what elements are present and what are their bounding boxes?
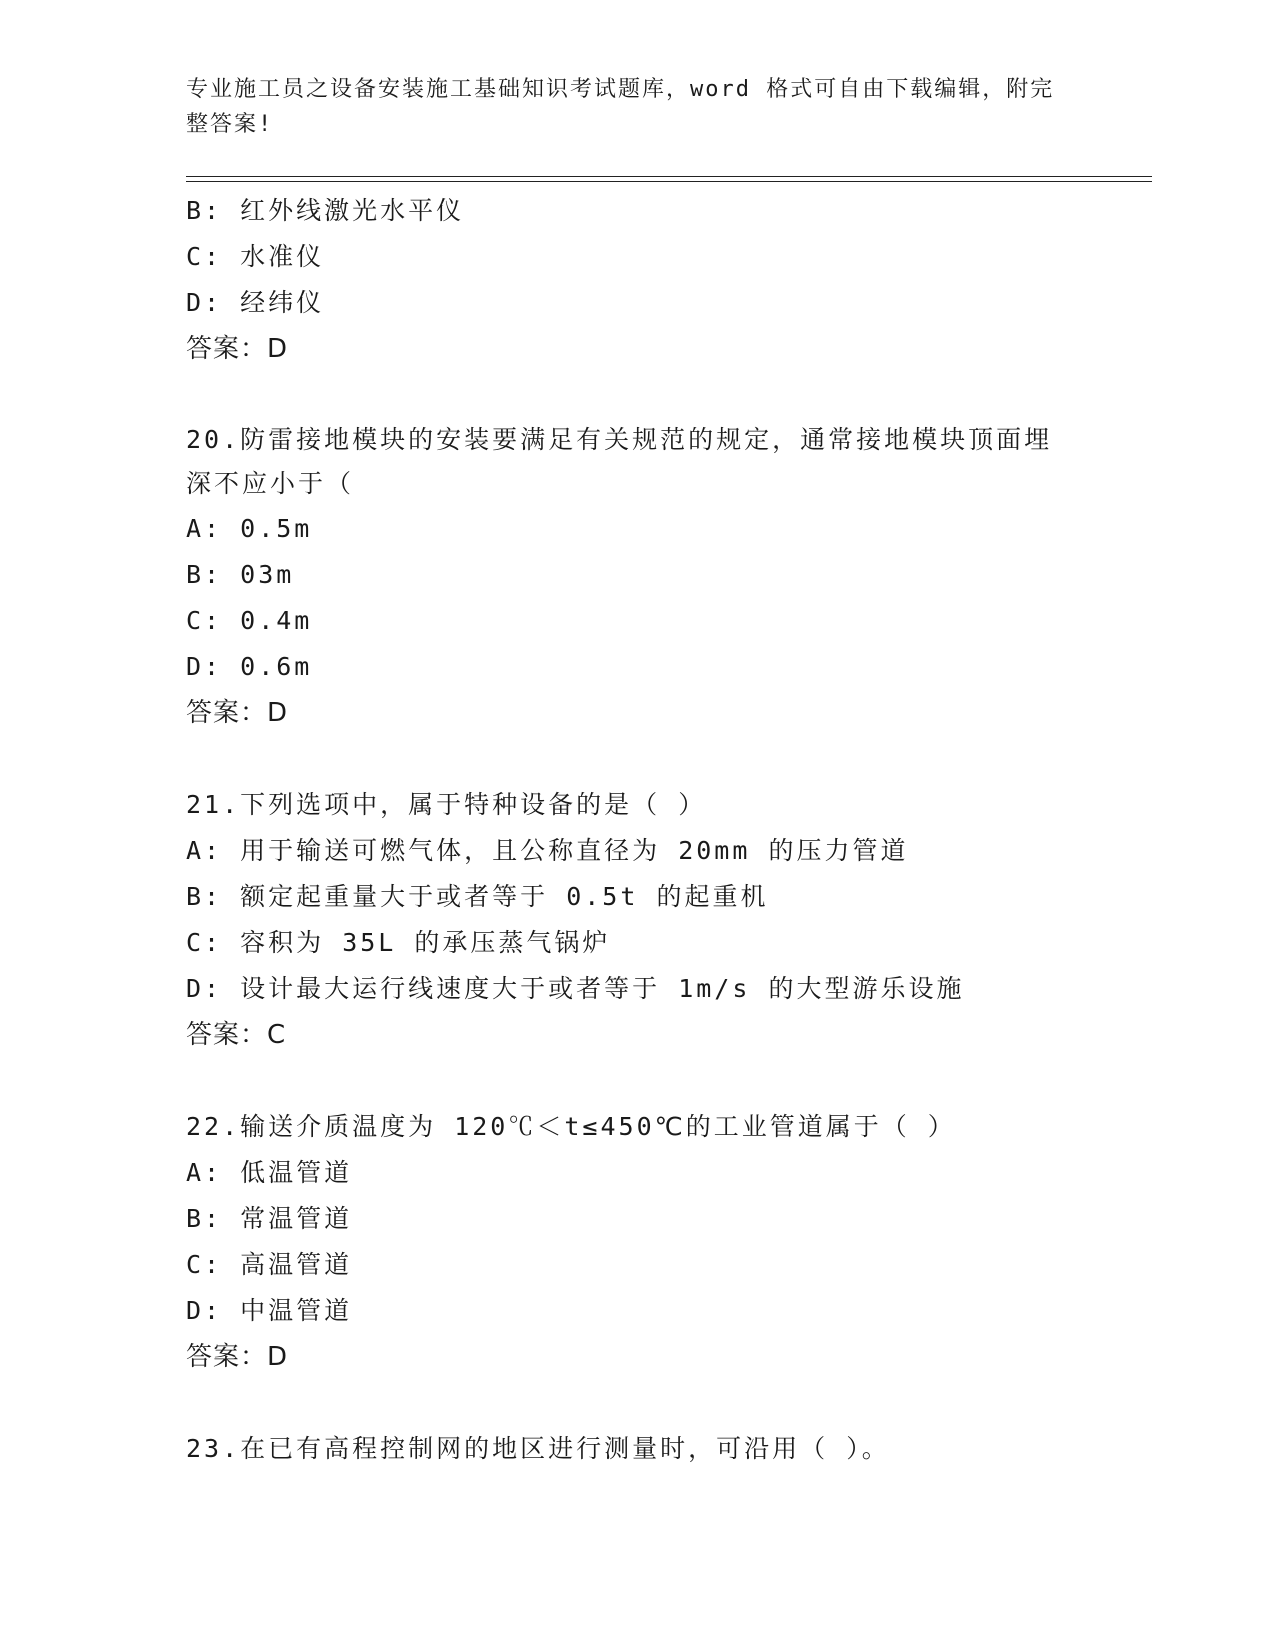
question-19-tail — [186, 188, 1086, 372]
question-stem-line: 20.防雷接地模块的安装要满足有关规范的规定，通常接地模块顶面埋 — [186, 425, 1053, 454]
answer-line: 答案：C — [186, 1020, 287, 1050]
option-c: C: 0.4m — [186, 606, 313, 635]
option-b: B: 额定起重量大于或者等于 0.5t 的起重机 — [186, 882, 769, 911]
answer-line: 答案：D — [186, 698, 289, 728]
option-c: C: 高温管道 — [186, 1250, 353, 1279]
question-23 — [186, 1426, 1086, 1472]
option-b: B: 常温管道 — [186, 1204, 353, 1233]
option-d: D: 0.6m — [186, 652, 313, 681]
question-stem-line: 22.输送介质温度为 120℃＜t≤450℃的工业管道属于（ ） — [186, 1112, 956, 1141]
option-b: B: 03m — [186, 560, 295, 589]
answer-line: 答案：D — [186, 334, 289, 364]
option-b: B: 红外线激光水平仪 — [186, 196, 465, 225]
option-c: C: 容积为 35L 的承压蒸气锅炉 — [186, 928, 611, 957]
option-d: D: 中温管道 — [186, 1296, 353, 1325]
question-stem-line: 21.下列选项中，属于特种设备的是（ ） — [186, 790, 707, 819]
header-divider-bottom — [186, 181, 1152, 182]
header-divider-top — [186, 176, 1152, 177]
question-stem-line: 23.在已有高程控制网的地区进行测量时，可沿用（ ）。 — [186, 1434, 890, 1463]
question-list — [186, 188, 1086, 1472]
question-20 — [186, 418, 1086, 736]
option-a: A: 0.5m — [186, 514, 313, 543]
option-a: A: 低温管道 — [186, 1158, 353, 1187]
option-a: A: 用于输送可燃气体，且公称直径为 20mm 的压力管道 — [186, 836, 909, 865]
question-21 — [186, 782, 1086, 1058]
option-d: D: 设计最大运行线速度大于或者等于 1m/s 的大型游乐设施 — [186, 974, 965, 1003]
option-c: C: 水准仪 — [186, 242, 325, 271]
question-stem-line: 深不应小于（ — [186, 469, 355, 498]
document-header: 专业施工员之设备安装施工基础知识考试题库，word 格式可自由下载编辑，附完整答案! — [186, 77, 1055, 137]
question-22 — [186, 1104, 1086, 1380]
option-d: D: 经纬仪 — [186, 288, 325, 317]
answer-line: 答案：D — [186, 1342, 289, 1372]
